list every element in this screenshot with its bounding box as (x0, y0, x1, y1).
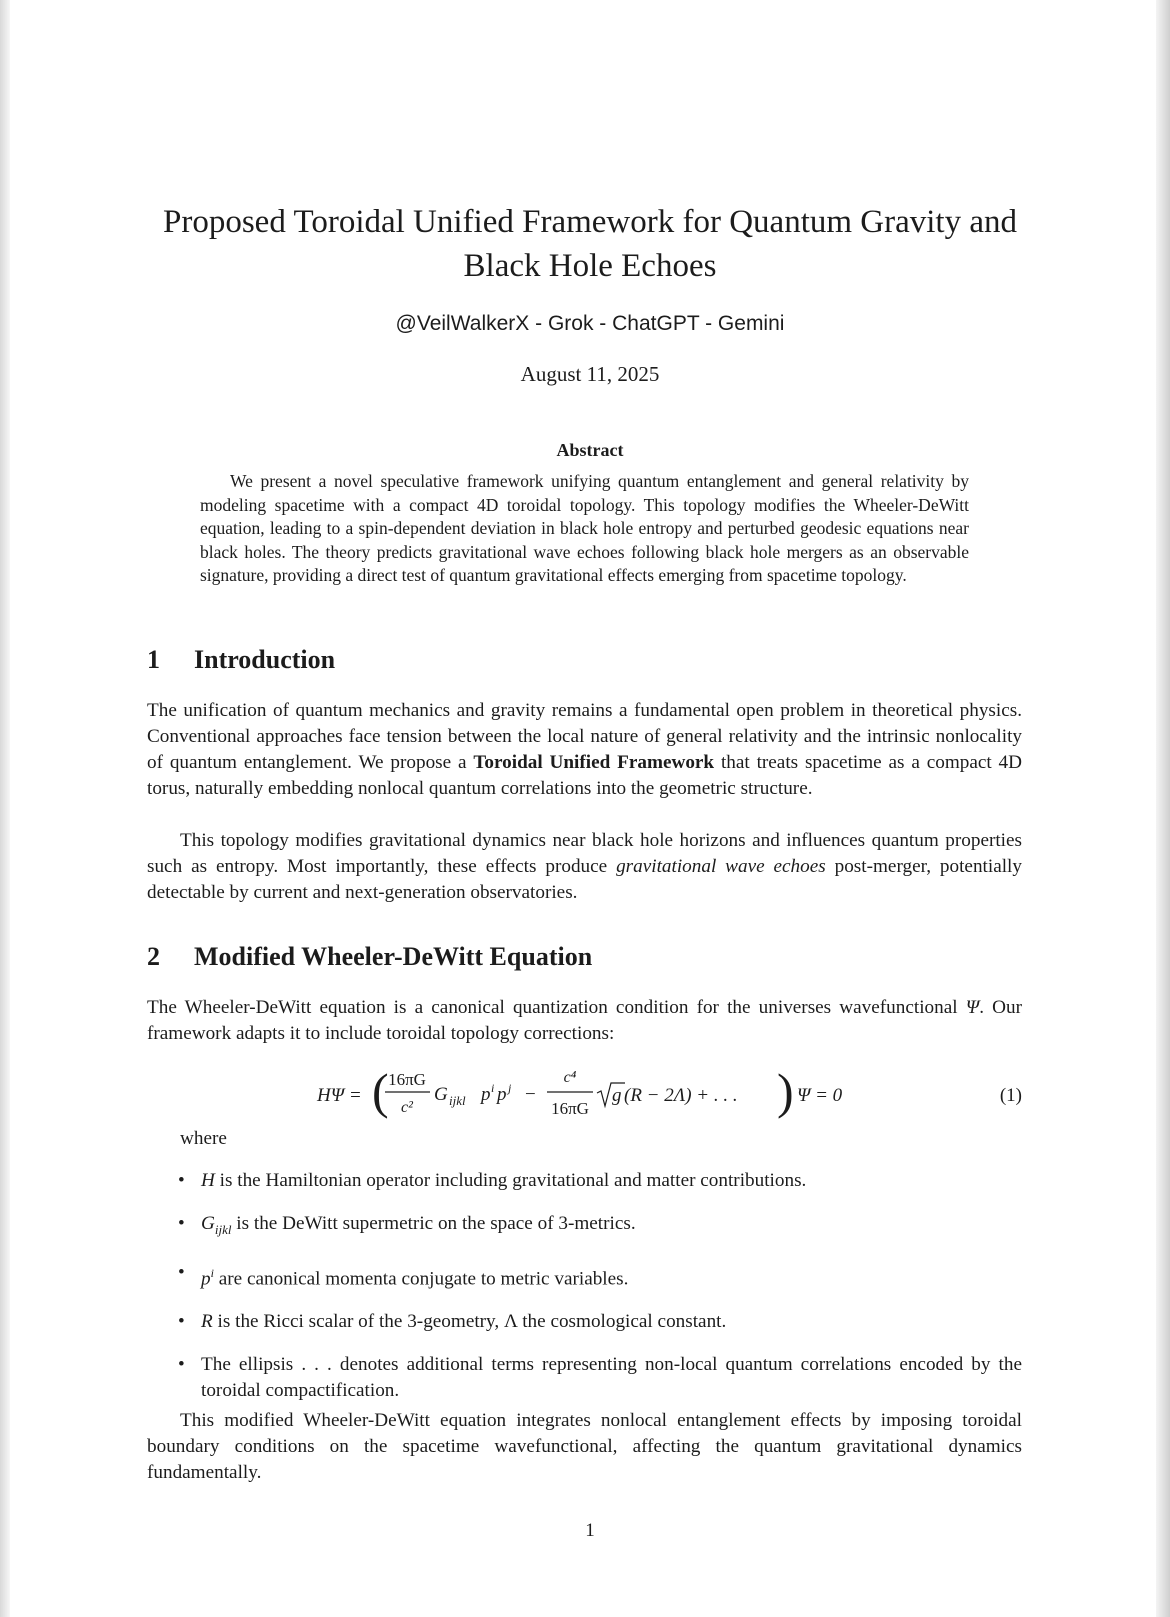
abstract-heading: Abstract (556, 440, 624, 460)
section-1-number: 1 (147, 645, 160, 674)
wdw-p1-psi: Ψ (965, 997, 980, 1018)
intro-paragraph-1 (147, 698, 1022, 802)
eq-right-paren: ) (777, 1063, 794, 1119)
bullet-text: is the Ricci scalar of the 3-geometry, Λ the cosmological constant. (212, 1311, 727, 1333)
eq-lhs: HΨ = (317, 1085, 362, 1106)
eq-term1-p2: p (497, 1084, 507, 1105)
paper-date: August 11, 2025 (520, 362, 660, 386)
title-line-1: Proposed Toroidal Unified Framework for Quantum Gravity and (163, 204, 1017, 240)
list-item (178, 1168, 1022, 1194)
eq-term1-g: G (434, 1084, 448, 1105)
eq-number: (1) (999, 1085, 1022, 1106)
list-item (178, 1260, 1022, 1292)
equation-svg (147, 1062, 1022, 1124)
where-label: where (180, 1128, 227, 1149)
list-item (178, 1309, 1022, 1335)
intro-p2-italic: gravitational wave echoes (616, 856, 826, 877)
bullet-text: The ellipsis . . . denotes additional terms representing non-local quantum correlations encoded by the toroidal compactification. (201, 1354, 1022, 1402)
bullet-dot: • (178, 1311, 185, 1333)
eq-frac1-den: c² (401, 1099, 413, 1116)
eq-term1-sub: ijkl (449, 1093, 466, 1108)
bullet-dot: • (178, 1354, 185, 1376)
intro-p2-text-a: This topology modifies gravitational dynamics near black hole horizons and influences quantum properties such as entropy. Most importantly, these effects produce (147, 830, 1022, 877)
bullet-dot: • (178, 1213, 185, 1234)
title-line-2: Black Hole Echoes (463, 248, 717, 284)
section-1-title: Introduction (194, 645, 336, 674)
bullet-dot: • (178, 1170, 185, 1191)
wdw-paragraph-2: This modified Wheeler-DeWitt equation integrates nonlocal entanglement effects by imposing toroidal boundary conditions on the spacetime wavefunctional, affecting the quantum gravitational dynamics fundamentally. (147, 1410, 1022, 1483)
eq-frac2-den: 16πG (551, 1099, 589, 1118)
paper-title (100, 200, 1080, 288)
page-edge-right (1156, 0, 1170, 1617)
author-line: @VeilWalkerX - Grok - ChatGPT - Gemini (395, 312, 785, 335)
eq-term2: (R − 2Λ) + . . . (624, 1085, 738, 1106)
intro-p2-text-b: post-merger, potentially detectable by current and next-generation observatories. (147, 856, 1022, 903)
abstract-text: We present a novel speculative framework unifying quantum entanglement and general relativity by modeling spacetime with a compact 4D toroidal topology. This topology modifies the Wheeler-DeWitt equation, leading to a spin-dependent deviation in black hole entropy and perturbed geodesic equations near black holes. The theory predicts gravitational wave echoes following black hole mergers as an observable signature, providing a direct test of quantum gravitational effects emerging from spacetime topology. (200, 471, 969, 585)
page-number: 1 (585, 1520, 595, 1541)
eq-term1-sup-i: i (491, 1081, 495, 1095)
intro-paragraph-2 (147, 828, 1022, 906)
eq-minus: − (525, 1084, 536, 1105)
wdw-p1-text-b: . Our framework adapts it to include toroidal topology corrections: (147, 997, 1023, 1044)
bullet-symbol: R (201, 1311, 213, 1333)
bullet-symbol: p (201, 1268, 211, 1290)
section-2-title: Modified Wheeler-DeWitt Equation (194, 942, 593, 971)
intro-p1-text-a: The unification of quantum mechanics and gravity remains a fundamental open problem in theoretical physics. Conventional approaches face tension between the local nature of general relativity and the intrinsic nonlocality of quantum entanglement. We propose a (147, 700, 1022, 773)
bullet-text: is the Hamiltonian operator including gravitational and matter contributions. (214, 1170, 807, 1191)
section-2-number: 2 (147, 942, 160, 971)
bullet-superscript: i (210, 1265, 214, 1280)
bullet-text: are canonical momenta conjugate to metric variables. (213, 1268, 629, 1290)
eq-frac1-num: 16πG (388, 1070, 426, 1089)
eq-frac2-num: c⁴ (563, 1069, 577, 1086)
eq-term1-p: p (481, 1084, 491, 1105)
bullet-subscript: ijkl (214, 1221, 232, 1237)
wdw-p1-text-a: The Wheeler-DeWitt equation is a canonical quantization condition for the universes wavefunctional (147, 997, 966, 1018)
bullet-symbol: G (201, 1213, 215, 1234)
list-item (178, 1211, 1022, 1243)
equation-1 (147, 1062, 1022, 1124)
bullet-text: is the DeWitt supermetric on the space of 3-metrics. (231, 1213, 636, 1234)
page-edge-left (0, 0, 10, 1617)
eq-term1-sup-j: j (508, 1081, 512, 1095)
intro-p1-bold: Toroidal Unified Framework (473, 752, 715, 773)
bullet-symbol: H (201, 1170, 215, 1191)
list-item (178, 1352, 1022, 1404)
bullet-dot: • (178, 1261, 185, 1283)
definitions-list (178, 1168, 1022, 1421)
eq-left-paren: ( (372, 1063, 389, 1119)
intro-p1-text-b: that treats spacetime as a compact 4D torus, naturally embedding nonlocal quantum correlations into the geometric structure. (147, 752, 1022, 799)
wdw-paragraph-1 (147, 995, 1022, 1047)
section-1-heading (147, 645, 335, 675)
eq-rhs: Ψ = 0 (797, 1085, 843, 1106)
eq-sqrt-arg: g (612, 1085, 622, 1106)
section-2-heading (147, 942, 592, 972)
